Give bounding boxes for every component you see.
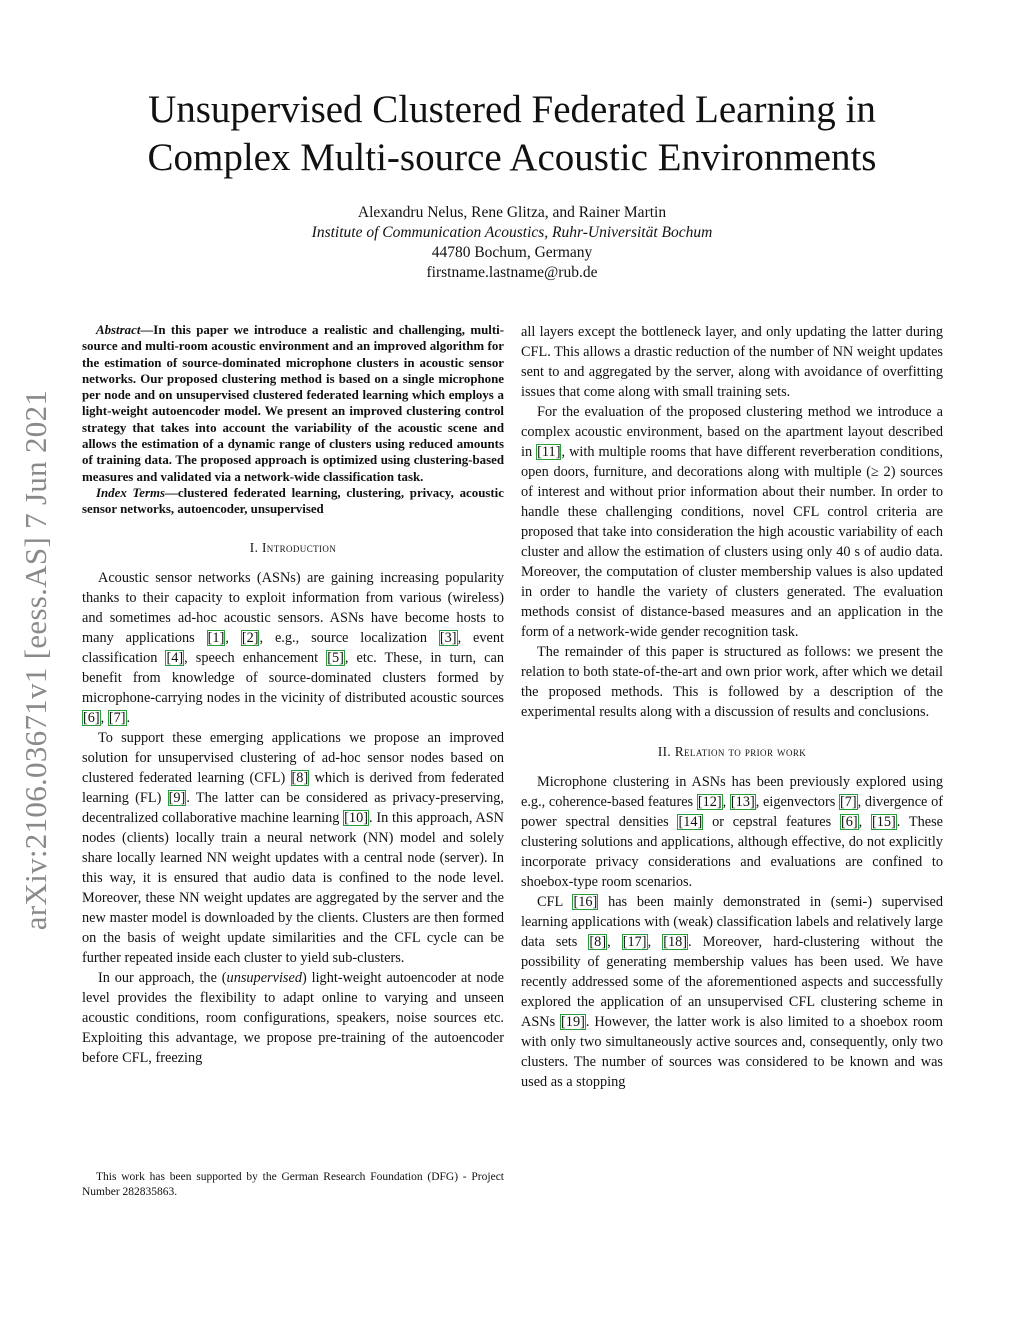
- citation-link[interactable]: [19]: [561, 1014, 585, 1030]
- section-title: Relation to prior work: [674, 744, 807, 759]
- text-run: , with multiple rooms that have different reverberation conditions, open doors, furniture, and decorations along with multiple (≥ 2) sources of interest and without prior information about their number. In order to handle these challenging conditions, novel CFL control criteria are proposed that take into consideration the high acoustic variability of each cluster and allow the estimation of clusters using only 40 s of audio data. Moreover, the computation of cluster membership values is also updated in order to handle the variety of clusters generated. The evaluation methods consist of distance-based measures and an application in the form of a network-wide gender recognition task.: [521, 444, 943, 640]
- index-terms-text: clustered federated learning, clustering, privacy, acoustic sensor networks, autoencoder, unsupervised: [82, 485, 504, 517]
- citation-link[interactable]: [10]: [344, 809, 368, 826]
- citation-link[interactable]: [2]: [241, 629, 259, 646]
- prior-paragraph-2: [521, 892, 943, 1092]
- text-run: ,: [858, 814, 871, 830]
- text-run: ,: [647, 934, 663, 950]
- section-heading-prior-work: [521, 742, 943, 762]
- text-run: , event classification: [82, 629, 504, 666]
- text-run: or cepstral features: [703, 814, 840, 830]
- text-run: , speech enhancement: [184, 649, 327, 666]
- citation-link[interactable]: [7]: [839, 794, 857, 810]
- index-terms: Index Terms—clustered federated learning, clustering, privacy, acoustic sensor networks, autoencoder, unsupervised: [82, 485, 504, 517]
- citation-link[interactable]: [4]: [166, 649, 184, 666]
- citation-link[interactable]: [18]: [663, 934, 688, 950]
- text-run: ,: [722, 794, 730, 810]
- title-line-1: Unsupervised Clustered Federated Learning in: [148, 88, 876, 131]
- paper-title: [0, 86, 1024, 182]
- author-email: firstname.lastname@rub.de: [426, 264, 598, 281]
- text-run: . These clustering solutions and applications, although effective, do not explicitly incorporate privacy considerations and evaluations are confined to shoebox-type room scenarios.: [521, 814, 944, 890]
- prior-paragraph-1: [521, 772, 943, 892]
- section-number: I.: [249, 539, 259, 555]
- text-run: ,: [225, 629, 241, 646]
- intro-paragraph-2: [82, 728, 504, 968]
- citation-link[interactable]: [14]: [678, 814, 703, 830]
- text-run: ) light-weight autoencoder at node level provides the flexibility to adapt online to varying and unseen acoustic conditions, room configurations, speakers, noise sources etc. Exploiting this advantage, we propose pre-training of the autoencoder before CFL, freezing: [82, 969, 504, 1066]
- text-run: To support these emerging applications we propose an improved solution for unsupervised clustering of ad-hoc sensor nodes based on clustered federated learning (CFL): [82, 729, 504, 786]
- citation-link[interactable]: [8]: [589, 934, 607, 950]
- citation-link[interactable]: [12]: [697, 794, 722, 810]
- citation-link[interactable]: [7]: [108, 709, 126, 726]
- arxiv-id: arXiv:2106.03671v1 [eess.AS] 7 Jun 2021: [18, 389, 53, 931]
- text-run: Microphone clustering in ASNs has been previously explored using e.g., coherence-based features: [521, 774, 943, 810]
- section-title: Introduction: [262, 539, 337, 555]
- text-run: . However, the latter work is also limited to a shoebox room with only two simultaneously active sources and, consequently, only two clusters. The number of sources was considered to be known and was used as a stopping: [521, 1014, 944, 1090]
- text-run: ,: [100, 709, 108, 726]
- citation-link[interactable]: [13]: [730, 794, 755, 810]
- author-address: 44780 Bochum, Germany: [431, 244, 593, 261]
- author-block: [0, 203, 1024, 283]
- text-run: . Moreover, hard-clustering without the possibility of generating membership values has been used. We have recently addressed some of the aforementioned aspects and successfully explored the application of an unsupervised CFL clustering scheme in ASNs: [521, 934, 943, 1030]
- citation-link[interactable]: [11]: [537, 444, 561, 460]
- citation-link[interactable]: [6]: [83, 709, 100, 726]
- right-paragraph-3: The remainder of this paper is structured as follows: we present the relation to both state-of-the-art and own prior work, after which we detail the proposed methods. This is followed by a description of the experimental results along with a discussion of results and conclusions.: [521, 644, 943, 720]
- right-paragraph-2: [521, 402, 943, 642]
- text-run: . The latter can be considered as privacy-preserving, decentralized collaborative machine learning: [82, 789, 504, 826]
- right-column: [521, 322, 943, 1092]
- text-run: For the evaluation of the proposed clustering method we introduce a complex acoustic environment, based on the apartment layout described in: [521, 404, 943, 460]
- arxiv-stamp: [14, 360, 58, 960]
- citation-link[interactable]: [1]: [207, 629, 225, 646]
- text-run: which is derived from federated learning (FL): [82, 769, 504, 806]
- citation-link[interactable]: [15]: [871, 814, 896, 830]
- citation-link[interactable]: [5]: [327, 649, 344, 666]
- text-run: .: [126, 709, 131, 726]
- text-run: , e.g., source localization: [259, 629, 439, 646]
- emphasis: unsupervised: [226, 969, 302, 986]
- index-terms-label: Index Terms: [96, 485, 166, 500]
- abstract-text: In this paper we introduce a realistic and challenging, multi-source and multi-room acoustic environment and an improved algorithm for the estimation of source-dominated microphone clusters in acoustic sensor networks. Our proposed clustering method is based on a single microphone per node and on unsupervised clustered federated learning which employs a light-weight autoencoder model. We present an improved clustering control strategy that takes into account the variability of the acoustic scene and allows the estimation of a dynamic range of clusters using reduced amounts of training data. The proposed approach is optimized using clustering-based measures and validated via a network-wide classification task.: [82, 323, 504, 484]
- text-run: In our approach, the (: [98, 969, 227, 986]
- author-names: Alexandru Nelus, Rene Glitza, and Rainer Martin: [357, 204, 667, 221]
- abstract-label: Abstract: [96, 323, 141, 337]
- right-paragraph-1: all layers except the bottleneck layer, and only updating the latter during CFL. This allows a drastic reduction of the number of NN weight updates sent to and aggregated by the server, along with avoidance of overfitting issues that come along with small training sets.: [521, 324, 943, 400]
- citation-link[interactable]: [3]: [439, 629, 457, 646]
- text-run: , divergence of power spectral densities: [521, 794, 943, 830]
- citation-link[interactable]: [8]: [291, 769, 309, 786]
- citation-link[interactable]: [17]: [622, 934, 647, 950]
- text-run: . In this approach, ASN nodes (clients) locally train a neural network (NN) model and solely share locally learned NN weight updates with a central node (server). In this way, it is ensured that audio data is confined to the node level. Moreover, these NN weight updates are aggregated by the server and the new master model is downloaded by the clients. Clusters are then formed on the basis of weight update similarities and the CFL cycle can be further repeated inside each cluster to yield sub-clusters.: [82, 809, 504, 966]
- section-number: II.: [657, 744, 672, 759]
- citation-link[interactable]: [6]: [840, 814, 858, 830]
- author-affiliation: Institute of Communication Acoustics, Ruhr-Universität Bochum: [311, 224, 713, 241]
- text-run: CFL: [537, 894, 573, 910]
- citation-link[interactable]: [16]: [573, 894, 598, 910]
- citation-link[interactable]: [9]: [168, 789, 186, 806]
- text-run: , etc. These, in turn, can benefit from knowledge of source-dominated clusters formed by microphone-carrying nodes in the vicinity of distributed acoustic sources: [82, 649, 504, 706]
- text-run: , eigenvectors: [755, 794, 839, 810]
- text-run: ,: [607, 934, 622, 950]
- intro-paragraph-1: [82, 568, 504, 728]
- text-run: Acoustic sensor networks (ASNs) are gaining increasing popularity thanks to their capacity to exploit information from various (wireless) and sometimes ad-hoc acoustic sensors. ASNs have become hosts to many applications: [82, 569, 504, 646]
- intro-paragraph-3: [82, 968, 504, 1068]
- left-column: [82, 322, 504, 1068]
- title-line-2: Complex Multi-source Acoustic Environments: [147, 136, 877, 179]
- text-run: has been mainly demonstrated in (semi-) supervised learning applications with (weak) classification labels and relatively large data sets: [521, 894, 943, 950]
- abstract: Abstract—In this paper we introduce a realistic and challenging, multi-source and multi-room acoustic environment and an improved algorithm for the estimation of source-dominated microphone clusters in acoustic sensor networks. Our proposed clustering method is based on a single microphone per node and on unsupervised clustered federated learning which employs a light-weight autoencoder model. We present an improved clustering control strategy that takes into account the variability of the acoustic scene and allows the estimation of a dynamic range of clusters using reduced amounts of training data. The proposed approach is optimized using clustering-based measures and validated via a network-wide classification task.: [82, 323, 504, 484]
- footnote: This work has been supported by the German Research Foundation (DFG) - Project Number 282835863.: [82, 1171, 504, 1198]
- section-heading-introduction: [82, 538, 504, 558]
